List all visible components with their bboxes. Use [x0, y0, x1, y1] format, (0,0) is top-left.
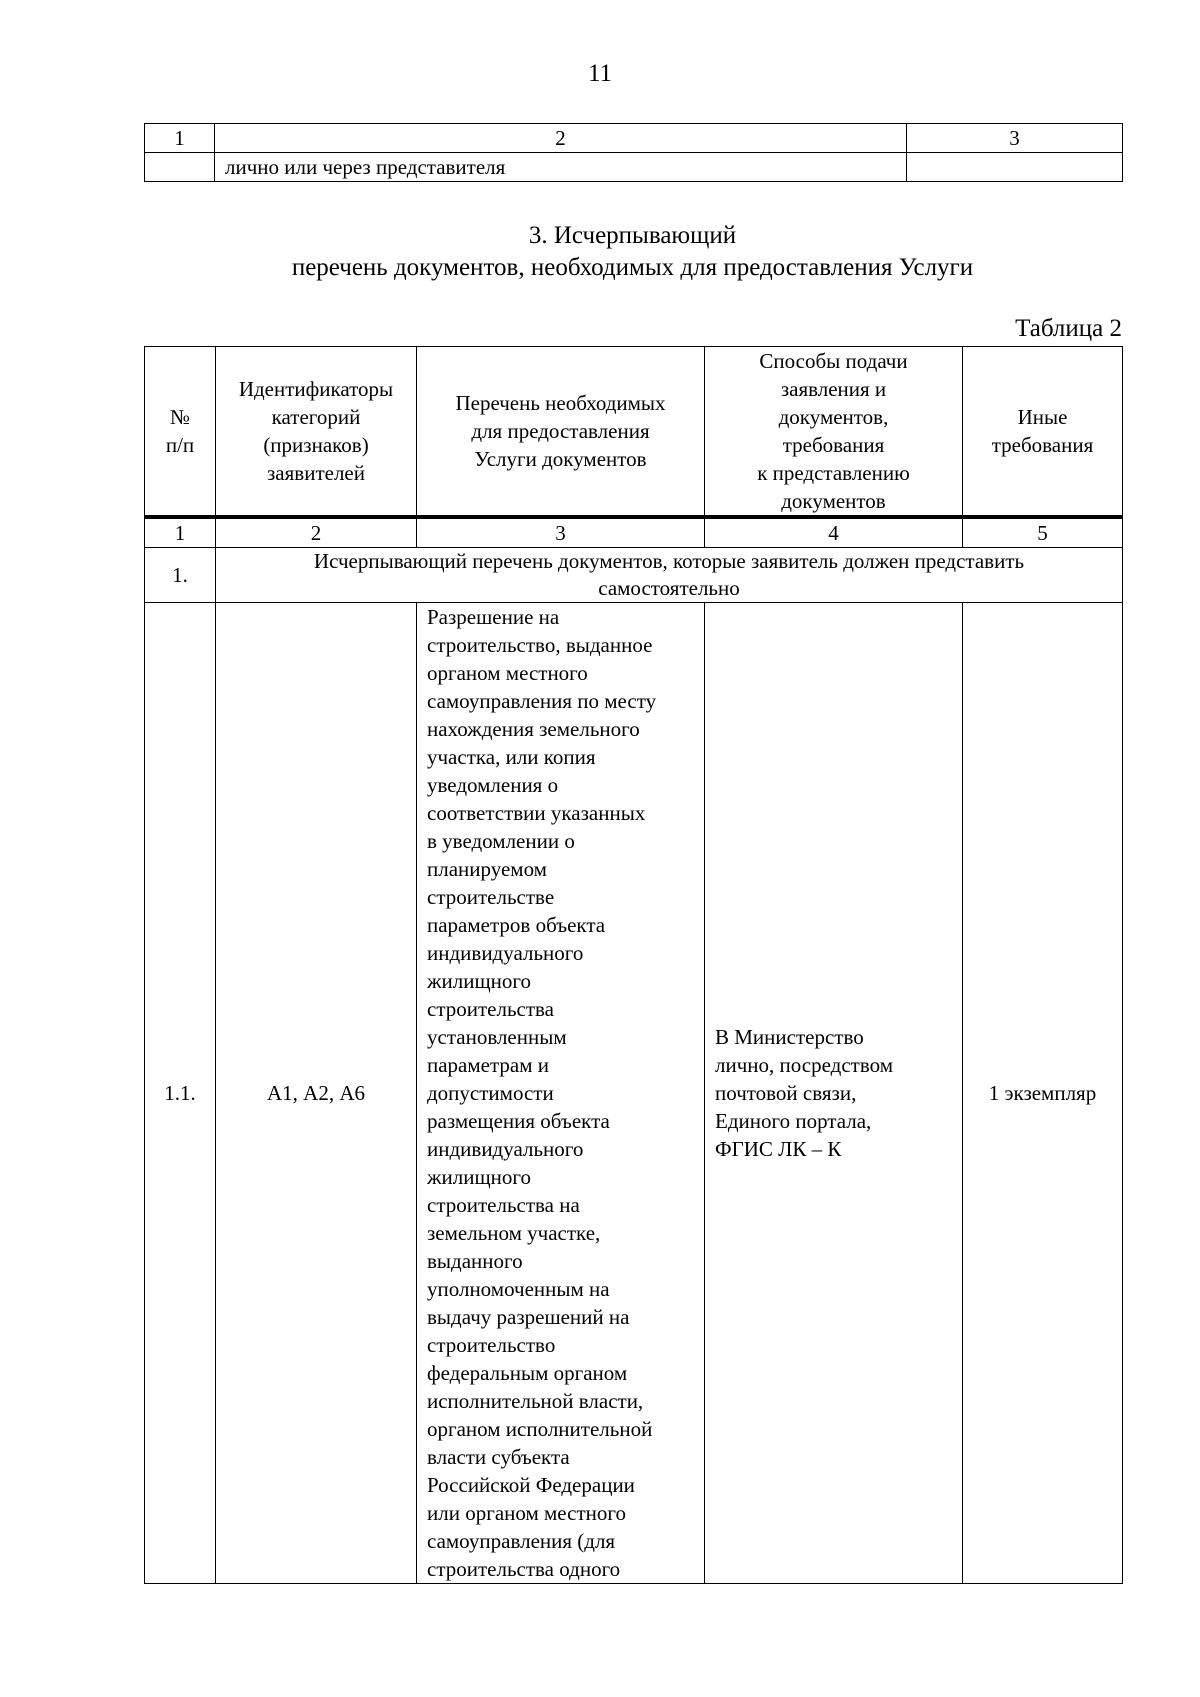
submission-cell	[705, 603, 963, 1584]
cell-text-line: индивидуального	[427, 1137, 584, 1161]
column-number-row	[145, 517, 1123, 548]
column-number-cell: 2	[216, 517, 417, 548]
table-cell: лично или через представителя	[215, 153, 907, 182]
header-line: к представлению	[757, 461, 910, 485]
section-title-line: перечень документов, необходимых для предоставления Услуги	[291, 254, 974, 281]
column-number-cell: 3	[907, 124, 1123, 153]
header-cell-number	[145, 347, 216, 518]
cell-text-line: индивидуального	[427, 941, 584, 965]
documents-lines	[427, 603, 694, 1583]
cell-text-line: жилищного	[427, 969, 531, 993]
header-cell-identifiers	[216, 347, 417, 518]
documents-cell	[417, 603, 705, 1584]
cell-text-line: допустимости	[427, 1081, 554, 1105]
cell-text-line: размещения объекта	[427, 1109, 610, 1133]
identifiers-cell: А1, А2, А6	[216, 603, 417, 1584]
cell-text-line: выданного	[427, 1249, 523, 1273]
cell-text-line: строительство	[427, 1333, 556, 1357]
cell-text-line: земельном участке,	[427, 1221, 601, 1245]
header-line: заявителей	[267, 461, 365, 485]
table-cell	[145, 153, 215, 182]
submission-lines	[715, 1023, 952, 1163]
section-number-cell: 1.	[145, 548, 216, 603]
cell-text-line: Разрешение на	[427, 605, 560, 629]
cell-text-line: строительства на	[427, 1193, 580, 1217]
section-text-cell	[216, 548, 1123, 603]
continuation-data-row	[145, 153, 1123, 182]
cell-text-line: выдачу разрешений на	[427, 1305, 630, 1329]
cell-text-line: или органом местного	[427, 1501, 626, 1525]
cell-text-line: строительство, выданное	[427, 633, 653, 657]
cell-text-line: Единого портала,	[715, 1109, 872, 1133]
header-line: Способы подачи	[759, 349, 908, 373]
cell-text-line: строительства	[427, 997, 555, 1021]
column-number-cell: 2	[215, 124, 907, 153]
header-line: требования	[991, 433, 1094, 457]
cell-text-line: ФГИС ЛК – К	[715, 1137, 842, 1161]
cell-text-line: В Министерство	[715, 1025, 864, 1049]
cell-text-line: параметрам и	[427, 1053, 550, 1077]
header-cell-submission	[705, 347, 963, 518]
header-line: документов,	[778, 405, 889, 429]
section-text-line: самостоятельно	[598, 576, 740, 600]
header-line: Идентификаторы	[238, 377, 394, 401]
cell-text-line: почтовой связи,	[715, 1081, 857, 1105]
table-label: Таблица 2	[1015, 315, 1122, 342]
continuation-header-row	[145, 124, 1123, 153]
column-number-cell: 5	[963, 517, 1123, 548]
header-row	[145, 347, 1123, 518]
cell-text-line: Российской Федерации	[427, 1473, 635, 1497]
column-number-cell: 4	[705, 517, 963, 548]
cell-text-line: параметров объекта	[427, 913, 606, 937]
continuation-table	[144, 123, 1123, 182]
cell-text-line: самоуправления по месту	[427, 689, 657, 713]
cell-text-line: уведомления о	[427, 773, 559, 797]
cell-text-line: соответствии указанных	[427, 801, 646, 825]
cell-text-line: нахождения земельного	[427, 717, 640, 741]
column-number-cell: 1	[145, 124, 215, 153]
header-line: категорий	[271, 405, 361, 429]
table-cell	[907, 153, 1123, 182]
header-line: п/п	[165, 433, 195, 457]
cell-text-line: органом исполнительной	[427, 1417, 653, 1441]
header-line: Перечень необходимых	[455, 391, 666, 415]
cell-text-line: участка, или копия	[427, 745, 596, 769]
cell-text-line: установленным	[427, 1025, 567, 1049]
header-line: требования	[782, 433, 885, 457]
cell-text-line: уполномоченным на	[427, 1277, 610, 1301]
documents-table	[144, 346, 1123, 1584]
header-cell-other	[963, 347, 1123, 518]
cell-text-line: лично, посредством	[715, 1053, 893, 1077]
section-text-line: Исчерпывающий перечень документов, которые заявитель должен представить	[313, 549, 1025, 573]
header-line: Иные	[1017, 405, 1068, 429]
header-line: заявления и	[780, 377, 887, 401]
header-line: Услуги документов	[474, 447, 647, 471]
cell-text-line: федеральным органом	[427, 1361, 628, 1385]
section-title-line: 3. Исчерпывающий	[528, 222, 737, 249]
other-requirements-cell: 1 экземпляр	[963, 603, 1123, 1584]
table-row	[145, 603, 1123, 1584]
cell-text-line: органом местного	[427, 661, 588, 685]
page-number: 11	[587, 60, 613, 87]
cell-text-line: исполнительной власти,	[427, 1389, 644, 1413]
row-number-cell: 1.1.	[145, 603, 216, 1584]
cell-text-line: планируемом	[427, 857, 547, 881]
header-line: №	[169, 405, 191, 429]
column-number-cell: 3	[417, 517, 705, 548]
cell-text-line: в уведомлении о	[427, 829, 575, 853]
cell-text-line: строительства одного	[427, 1557, 621, 1581]
header-line: документов	[781, 489, 886, 513]
cell-text-line: самоуправления (для	[427, 1529, 616, 1553]
section-row	[145, 548, 1123, 603]
cell-text-line: жилищного	[427, 1165, 531, 1189]
header-cell-documents	[417, 347, 705, 518]
cell-text-line: строительстве	[427, 885, 555, 909]
section-title	[0, 220, 1200, 284]
cell-text-line: власти субъекта	[427, 1445, 570, 1469]
column-number-cell: 1	[145, 517, 216, 548]
header-line: (признаков)	[263, 433, 369, 457]
header-line: для предоставления	[471, 419, 650, 443]
